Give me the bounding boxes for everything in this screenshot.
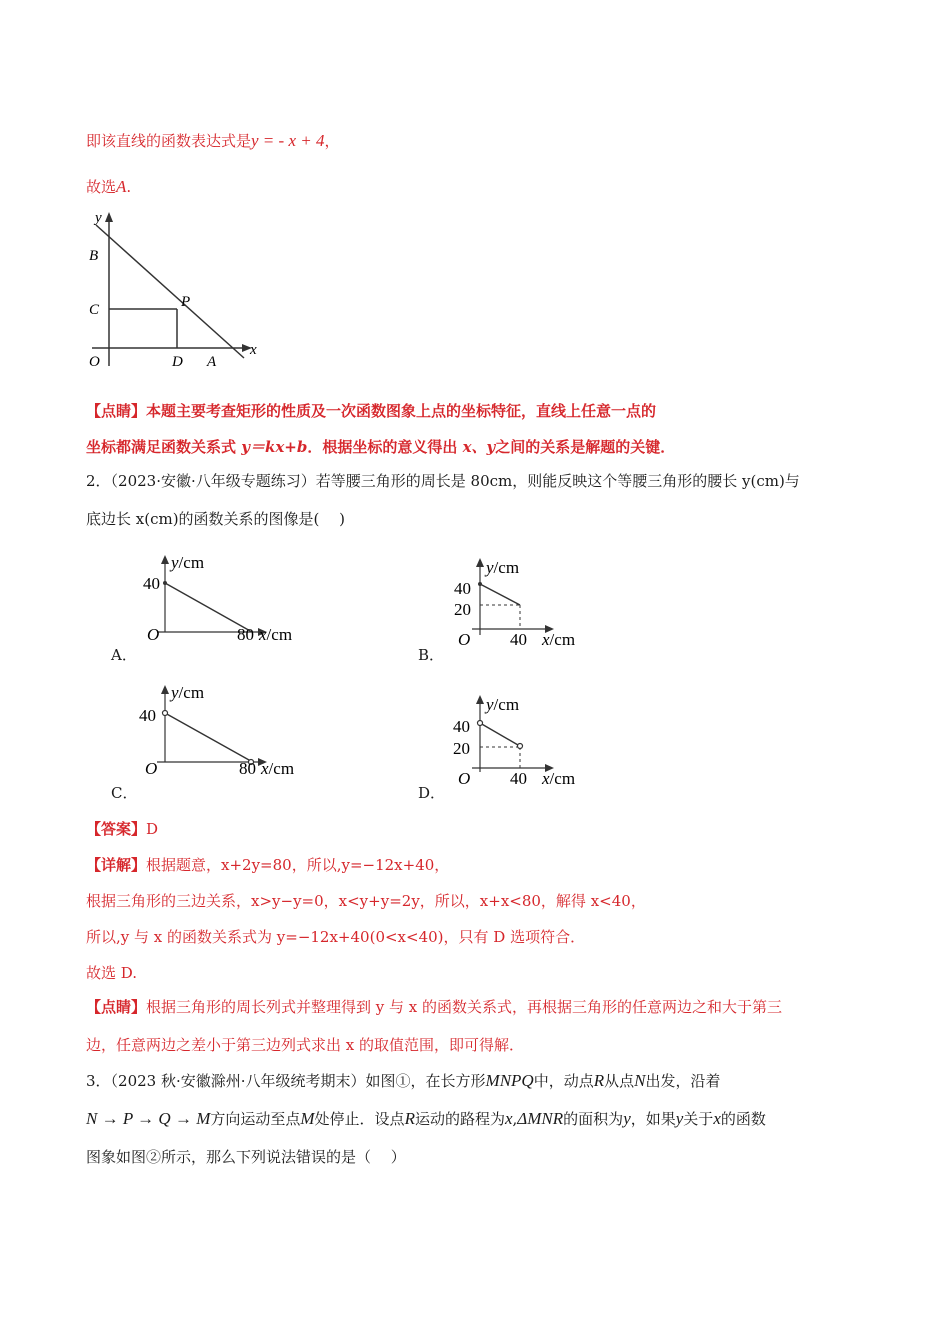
q3-var: M — [300, 1109, 315, 1128]
solution-punct: . — [126, 178, 132, 196]
detail-tag: 【详解】 — [86, 856, 147, 874]
detail-line-2: 根据三角形的三边关系，x>y−y=0，x<y+y=2y，所以，x+x<80，解得 x<40， — [86, 892, 646, 910]
answer-value: D — [146, 820, 159, 838]
q3-text: 的面积为 — [563, 1110, 624, 1128]
label-y: y — [95, 210, 102, 226]
tick-20: 20 — [453, 739, 470, 758]
q3-var: R — [593, 1071, 605, 1090]
q3-line-2 — [86, 1108, 766, 1130]
comment-text: 根据三角形的周长列式并整理得到 y 与 x 的函数关系式，再根据三角形的任意两边之和大于第三 — [146, 998, 783, 1016]
tick-x-40: 40 — [510, 769, 527, 788]
option-a-graph — [135, 550, 315, 645]
y-axis-arrow — [105, 212, 113, 222]
q3-text: , — [512, 1110, 518, 1128]
option-d-label[interactable]: D． — [418, 784, 446, 802]
q3-var: ΔMNR — [517, 1109, 564, 1128]
line-ab — [96, 225, 244, 358]
y-axis-label: y/cm — [171, 553, 205, 572]
q3-text: 处停止．设点 — [314, 1110, 405, 1128]
y-axis-label: y/cm — [171, 683, 205, 702]
origin-label: O — [147, 625, 160, 644]
detail-line-4: 故选 D. — [86, 964, 138, 982]
open-endpoint — [478, 721, 483, 726]
y-axis-arrow — [476, 558, 484, 567]
q3-line-1 — [86, 1070, 720, 1092]
label-d: D — [172, 354, 183, 370]
comment-text: ．根据坐标的意义得出 — [307, 438, 463, 456]
origin-label: O — [145, 759, 158, 778]
comment-tag: 【点睛】 — [86, 998, 147, 1016]
x-axis-label: x/cm — [259, 625, 293, 644]
y-axis-arrow — [476, 695, 484, 704]
tick-40: 40 — [139, 706, 156, 725]
detail-line-1 — [86, 854, 449, 876]
comment-tag: 【点睛】 — [86, 402, 147, 420]
tick-40: 40 — [454, 579, 471, 598]
solution-line-1 — [86, 130, 339, 152]
q2-line-1: 2．（2023·安徽·八年级专题练习）若等腰三角形的周长是 80cm，则能反映这个等腰三角形的腰长 y(cm)与 — [86, 472, 800, 490]
comment-text: 之间的关系是解题的关键． — [495, 438, 676, 456]
label-x: x — [250, 342, 257, 358]
tick-40: 40 — [453, 717, 470, 736]
y-axis-arrow — [161, 685, 169, 694]
comment2-line-2: 边，任意两边之差小于第三边列式求出 x 的取值范围，即可得解． — [86, 1036, 524, 1054]
q3-var: MNPQ — [485, 1071, 534, 1090]
q3-text: 从点 — [604, 1072, 635, 1090]
x-axis-label: x/cm — [261, 759, 295, 778]
option-a-label[interactable]: A． — [111, 646, 137, 664]
option-c-graph — [135, 680, 315, 780]
answer-tag: 【答案】 — [86, 820, 147, 838]
endpoint — [478, 582, 482, 586]
label-c: C — [89, 302, 100, 318]
open-endpoint — [163, 711, 168, 716]
label-b: B — [89, 248, 99, 264]
q3-text: 中，动点 — [533, 1072, 594, 1090]
endpoint — [163, 581, 167, 585]
q3-var: R — [404, 1109, 415, 1128]
comment2-line-1 — [86, 996, 782, 1018]
label-a: A — [207, 354, 217, 370]
q3-var: x — [713, 1109, 721, 1128]
answer-line — [86, 818, 158, 840]
solution-text: 即该直线的函数表达式是 — [86, 132, 252, 150]
x-axis-label: x/cm — [542, 769, 576, 788]
graph-line — [480, 723, 518, 745]
x-axis-label: x/cm — [542, 630, 576, 648]
q3-text: 的函数 — [720, 1110, 766, 1128]
q3-path: N → P → Q → M — [86, 1109, 211, 1128]
solution-punct: ， — [324, 132, 340, 150]
solution-formula: y = - x + 4 — [251, 131, 325, 150]
solution-line-2 — [86, 176, 131, 198]
tick-x-40: 40 — [510, 630, 527, 648]
option-d-graph — [450, 690, 600, 790]
option-b-graph — [450, 553, 600, 648]
q3-text: 出发，沿着 — [645, 1072, 721, 1090]
q3-var: y — [623, 1109, 631, 1128]
comment-text: 本题主要考查矩形的性质及一次函数图象上点的坐标特征，直线上任意一点的 — [146, 402, 657, 420]
open-endpoint — [518, 744, 523, 749]
tick-80: 80 — [237, 625, 254, 644]
comment-vars: x、y — [462, 438, 496, 456]
q3-line-3: 图象如图②所示，那么下列说法错误的是（ ） — [86, 1148, 406, 1166]
q3-var: x — [504, 1109, 513, 1128]
tick-20: 20 — [454, 600, 471, 619]
origin-label: O — [458, 769, 471, 788]
q3-text: 方向运动至点 — [210, 1110, 301, 1128]
label-p: P — [181, 294, 191, 310]
y-axis-arrow — [161, 555, 169, 564]
graph-line — [480, 584, 520, 605]
q3-var: y — [675, 1109, 684, 1128]
option-c-label[interactable]: C． — [111, 784, 138, 802]
origin-label: O — [458, 630, 471, 648]
comment-line-2 — [86, 436, 675, 458]
y-axis-label: y/cm — [486, 558, 520, 577]
tick-80: 80 — [239, 759, 256, 778]
q3-text: 3．（2023 秋·安徽滁州·八年级统考期末）如图①，在长方形 — [86, 1072, 486, 1090]
comment-formula: y＝kx+b — [241, 438, 308, 456]
q3-var: N — [634, 1071, 646, 1090]
figure-rectangle-line — [84, 208, 269, 373]
comment-text: 坐标都满足函数关系式 — [86, 438, 242, 456]
q3-text: ，如果 — [630, 1110, 676, 1128]
detail-text: 根据题意，x+2y=80，所以,y=−12x+40， — [146, 856, 450, 874]
comment-line-1 — [86, 400, 656, 422]
option-b-label[interactable]: B． — [418, 646, 445, 664]
graph-line — [165, 713, 249, 760]
solution-text: 故选 — [86, 178, 117, 196]
q2-line-2: 底边长 x(cm)的函数关系的图像是( ) — [86, 510, 346, 528]
q3-text: 关于 — [683, 1110, 714, 1128]
label-o: O — [89, 354, 100, 370]
tick-40: 40 — [143, 574, 160, 593]
q3-text: 运动的路程为 — [414, 1110, 505, 1128]
solution-answer-var: A — [116, 177, 127, 196]
y-axis-label: y/cm — [486, 695, 520, 714]
detail-line-3: 所以,y 与 x 的函数关系式为 y=−12x+40(0<x<40)，只有 D 选项符合． — [86, 928, 586, 946]
